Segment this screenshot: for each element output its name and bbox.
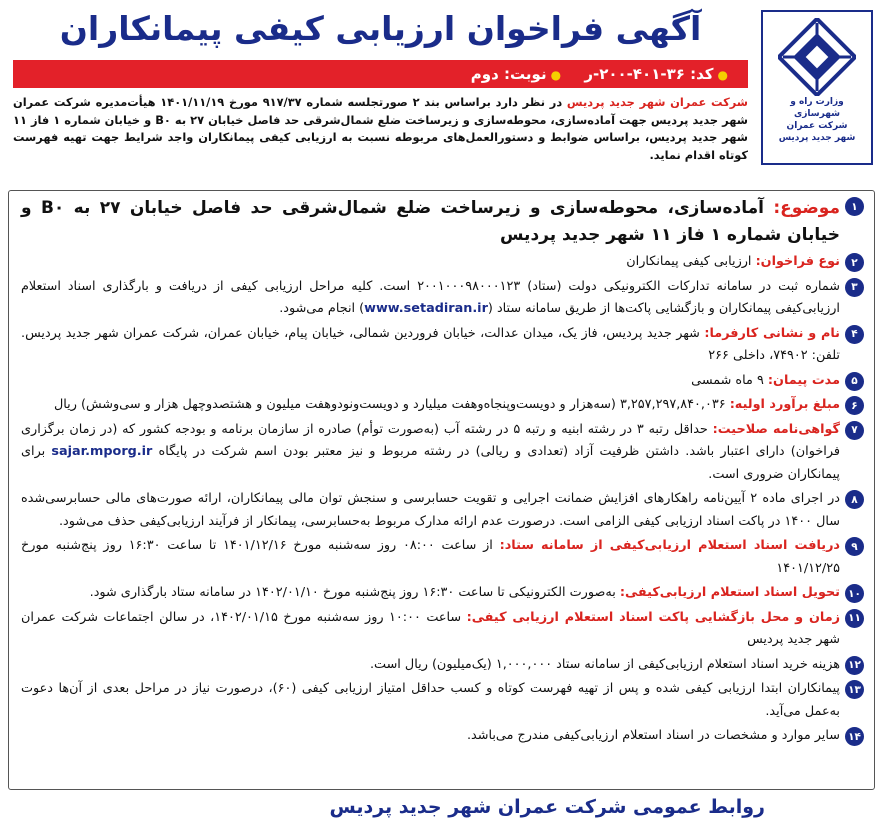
item-label: نوع فراخوان: (755, 254, 840, 269)
item-text: از ساعت ۰۸:۰۰ روز سه‌شنبه مورخ ۱۴۰۱/۱۲/۱۶ تا ساعت ۱۶:۳۰ روز پنج‌شنبه مورخ ۱۴۰۱/۱۲/۲۵ (21, 538, 840, 576)
item-text: ۳,۲۵۷,۲۹۷,۸۴۰,۰۳۶ (سه‌هزار و دویست‌و‌پنجاه‌و‌هفت میلیارد و دویست‌و‌نود‌و‌هفت میلیون و هشتصد‌و‌چهل هزار و سی‌و‌شش) ریال (53, 397, 726, 412)
setadiran-link[interactable]: www.setadiran.ir (364, 301, 488, 316)
list-item (21, 323, 864, 368)
list-item (21, 488, 864, 533)
item-number: ۷ (845, 421, 864, 440)
item-number: ۲ (845, 253, 864, 272)
sajar-link[interactable]: sajar.mporg.ir (51, 444, 153, 459)
item-number: ۴ (845, 325, 864, 344)
item-label: گواهی‌نامه صلاحیت: (712, 421, 840, 437)
item-text: هزینه خرید اسناد استعلام ارزیابی‌کیفی از سامانه ستاد ۱,۰۰۰,۰۰۰ (یک‌میلیون) ریال است. (369, 656, 840, 672)
list-item (21, 582, 864, 605)
list-item (21, 251, 864, 274)
item-text: ۹ ماه شمسی (691, 372, 764, 388)
item-text: آماده‌سازی، محوطه‌سازی و زیرساخت ضلع شمال‌شرقی حد فاصل خیابان ۲۷ به B۰ و خیابان شماره ۱ فاز ۱۱ شهر جدید پردیس (21, 198, 840, 245)
list-item (21, 725, 864, 748)
list-item (21, 195, 864, 249)
item-text: حداقل رتبه ۳ در رشته ابنیه و رتبه ۵ در رشته آب (به‌صورت توأم) صادره از سازمان برنامه و بودجه کشور که (در زمان برگزاری فراخوان) دارای اعتبار باشد. داشتن ظرفیت آزاد (تعدادی و ریالی) در رشته مربوط و نیز معتبر بودن اسم شرکت در پایگاه (21, 421, 840, 459)
ministry-logo-icon (778, 18, 856, 96)
logo-company: شرکت عمران (786, 121, 848, 131)
item-text-tail: برای پیمانکاران ضروری است. (21, 444, 840, 482)
list-item (21, 678, 864, 723)
item-number: ۳ (845, 278, 864, 297)
item-number: ۸ (845, 490, 864, 509)
item-number: ۱۱ (845, 609, 864, 628)
logo (761, 10, 873, 165)
item-label: تحویل اسناد استعلام ارزیابی‌کیفی: (619, 585, 840, 600)
list-item (21, 535, 864, 580)
item-text-tail: انجام می‌شود. (279, 301, 356, 316)
bullet-icon: ● (550, 68, 562, 82)
item-label: زمان و محل بازگشایی پاکت اسناد استعلام ارزیابی کیفی: (466, 609, 841, 625)
list-item (21, 607, 864, 652)
item-number: ۱ (845, 197, 864, 216)
page-title: آگهی فراخوان ارزیابی کیفی پیمانکاران (59, 9, 702, 48)
intro-paragraph (13, 94, 748, 164)
item-text: ساعت ۱۰:۰۰ روز سه‌شنبه مورخ ۱۴۰۲/۰۱/۱۵، در سالن اجتماعات شرکت عمران شهر جدید پردیس (21, 609, 840, 647)
list-item (21, 654, 864, 677)
item-label: مدت پیمان: (767, 372, 840, 388)
item-text: ارزیابی کیفی پیمانکاران (626, 254, 752, 269)
list-item (21, 394, 864, 417)
item-text: شهر جدید پردیس، فاز یک، میدان عدالت، خیابان فروردین شمالی، خیابان پیام، خیابان عمران، شرکت عمران شهر جدید پردیس. تلفن: ۷۴۹۰۲، داخلی ۲۶۶ (21, 325, 840, 363)
item-text: پیمانکاران ابتدا ارزیابی کیفی شده و پس از تهیه فهرست کوتاه و کسب حداقل امتیاز ارزیابی کیفی (۶۰)، درصورت نیاز در مراحل بعدی از آن‌ها دعوت به‌عمل می‌آید. (21, 681, 840, 719)
item-label: مبلغ برآورد اولیه: (729, 397, 840, 412)
item-label: دریافت اسناد استعلام ارزیابی‌کیفی از سامانه ستاد: (499, 538, 841, 553)
item-label: موضوع: (773, 198, 840, 218)
item-number: ۶ (845, 396, 864, 415)
item-text: سایر موارد و مشخصات در اسناد استعلام ارزیابی‌کیفی مندرج می‌باشد. (466, 728, 840, 743)
item-text: به‌صورت الکترونیکی تا ساعت ۱۶:۳۰ روز پنج‌شنبه مورخ ۱۴۰۲/۰۱/۱۰ در سامانه ستاد بارگذاری شود. (89, 585, 616, 600)
item-number: ۱۴ (845, 727, 864, 746)
logo-city: شهر جدید پردیس (778, 133, 856, 143)
item-number: ۵ (845, 372, 864, 391)
list-item: ۳ شماره ثبت در سامانه تدارکات الکترونیکی دولت (ستاد) ۲۰۰۱۰۰۰۹۸۰۰۰۱۲۳ است. کلیه مراحل ارزیابی کیفی از دریافت و بارگذاری اسناد استعلام ارزیابی‌کیفی پیمانکاران و بازگشایی پاکت‌ها از طریق سامانه ستاد (www.setadiran.ir) انجام می‌شود. (21, 276, 864, 321)
item-number: ۹ (845, 537, 864, 556)
list-item (21, 370, 864, 393)
code-bar (13, 60, 748, 88)
logo-ministry: وزارت راه و شهرسازی (790, 97, 844, 119)
list-item (21, 419, 864, 487)
item-text: شماره ثبت در سامانه تدارکات الکترونیکی دولت (ستاد) ۲۰۰۱۰۰۰۹۸۰۰۰۱۲۳ است. کلیه مراحل ارزیابی کیفی از دریافت و بارگذاری اسناد استعلام ارزیابی‌کیفی پیمانکاران و بازگشایی پاکت‌ها از طریق سامانه ستاد (21, 278, 840, 316)
intro-text: در نظر دارد براساس بند ۲ صورتجلسه شماره ۹۱۷/۳۷ مورخ ۱۴۰۱/۱۱/۱۹ هیأت‌مدیره شرکت عمران شهر جدید پردیس جهت آماده‌سازی، محوطه‌سازی و زیرساخت ضلع شمال‌شرقی حد فاصل خیابان ۲۷ به B۰ و خیابان شماره ۱ فاز ۱۱ شهر جدید پردیس، براساس ضوابط و دستورالعمل‌های مربوطه نسبت به ارزیابی کیفی پیمانکاران واجد شرایط جهت تهیه فهرست کوتاه اقدام نماید. (13, 95, 748, 162)
bullet-icon: ● (717, 68, 728, 82)
footer-signature: روابط عمومی شرکت عمران شهر جدید پردیس (329, 796, 765, 818)
ad-code: کد: ۳۶-۴۰۱-۲۰۰-ر (584, 65, 714, 83)
publish-turn: نوبت: دوم (470, 65, 547, 83)
header (0, 0, 883, 190)
items-list (8, 190, 875, 790)
item-text: در اجرای ماده ۲ آیین‌نامه راهکارهای افزایش ضمانت اجرایی و تقویت حسابرسی و سنجش توان مالی پیمانکاران، ارائه صورت‌های مالی حسابرسی‌شده سال ۱۴۰۰ در پاکت اسناد ارزیابی کیفی الزامی است. درصورت عدم ارائه مدارک مربوط به‌حسابرسی، پیمانکار از فرآیند ارزیابی‌کیفی حذف می‌شود. (21, 491, 841, 529)
item-number: ۱۲ (845, 656, 864, 675)
item-label: نام و نشانی کارفرما: (704, 325, 840, 341)
item-number: ۱۳ (845, 680, 864, 699)
intro-company: شرکت عمران شهر جدید پردیس (566, 95, 748, 109)
item-number: ۱۰ (845, 584, 864, 603)
